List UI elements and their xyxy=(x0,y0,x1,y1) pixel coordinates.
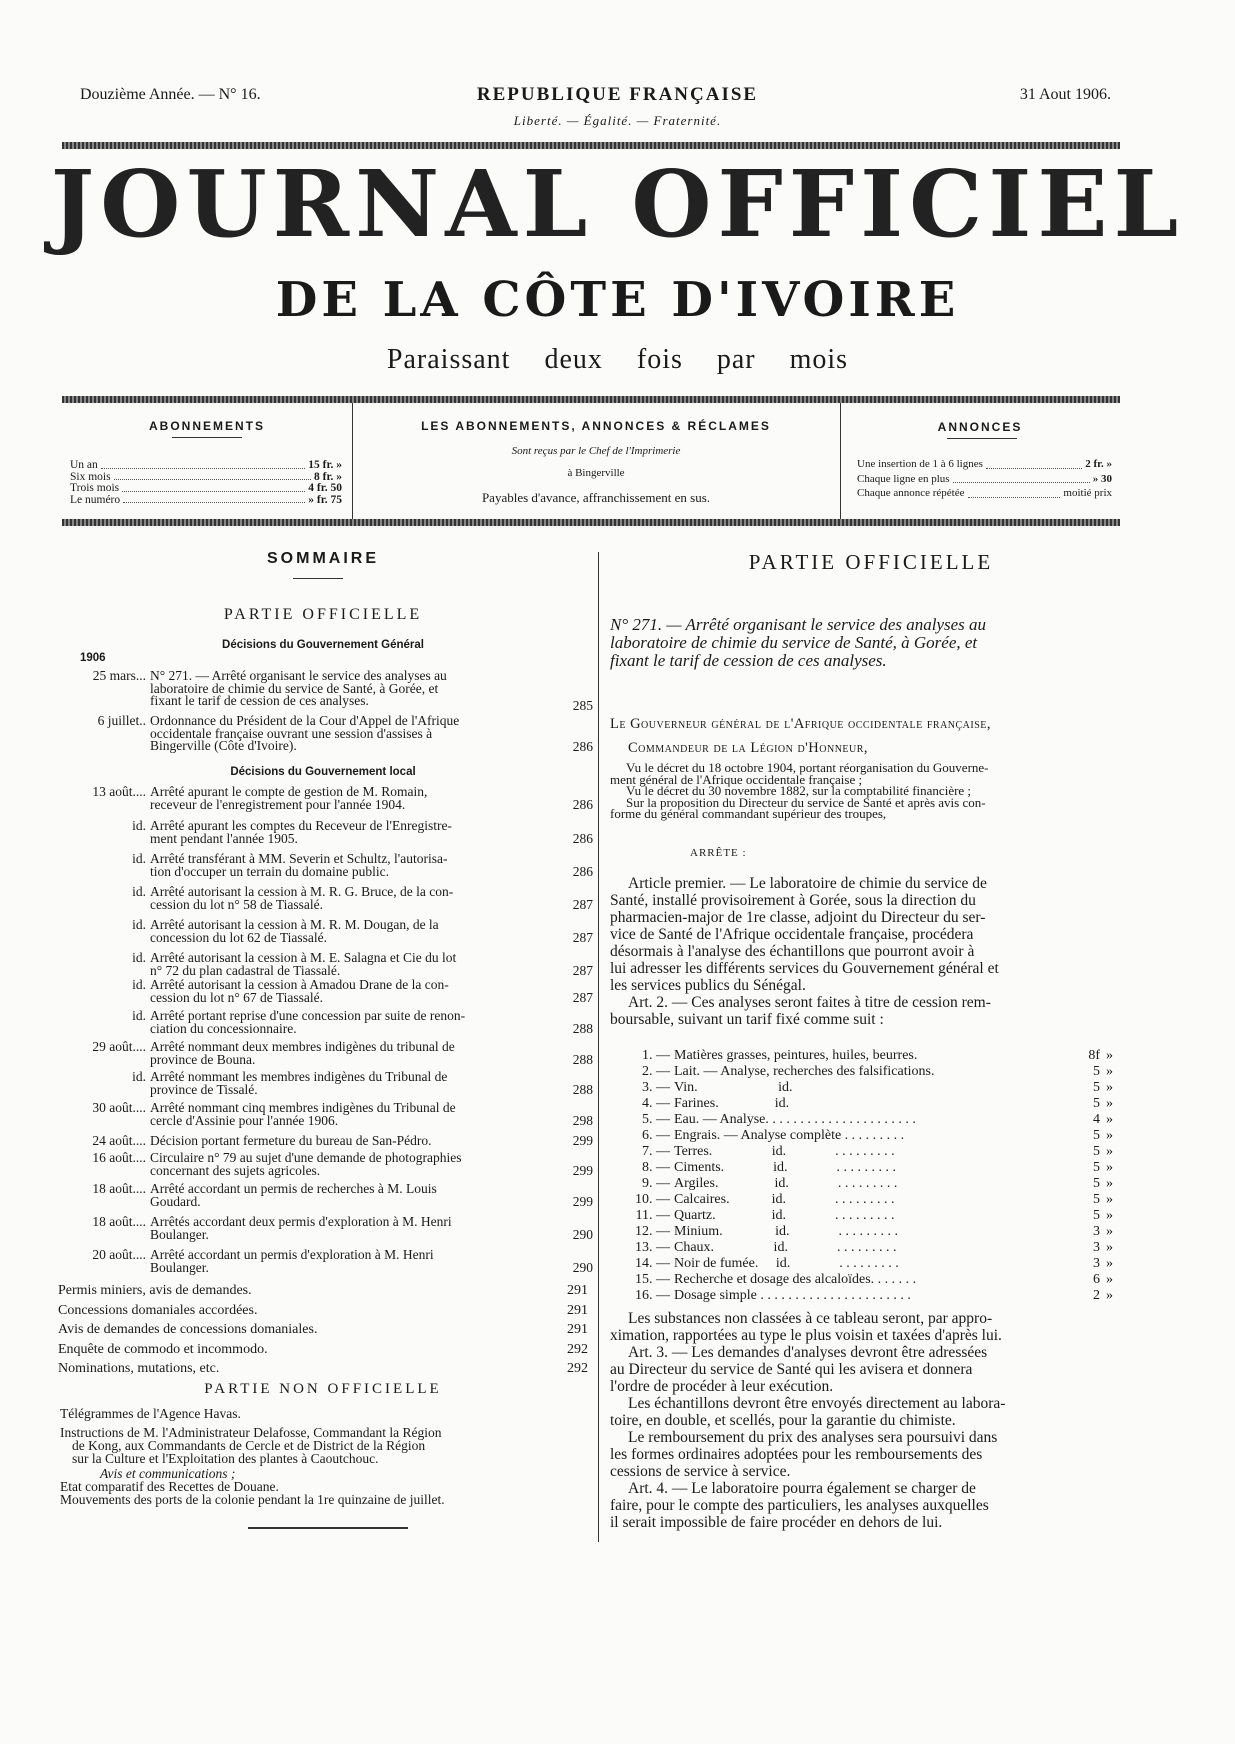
toc-text: Arrêté autorisant la cession à Amadou Drane de la con- xyxy=(150,977,449,992)
article-1 xyxy=(610,875,1132,1028)
toc-page: 299 xyxy=(572,1194,593,1209)
toc-text: occidentale française ouvrant une session d'assises à xyxy=(150,725,433,741)
top-border xyxy=(62,142,1120,149)
toc-text: Boulanger. xyxy=(150,1226,209,1242)
toc-text: concession du lot 62 de Tiassalé. xyxy=(150,929,327,945)
tarif-number: 13. — xyxy=(635,1240,670,1255)
toc-text: laboratoire de chimie du service de Santé, à Gorée, et xyxy=(150,680,439,696)
toc-page: 287 xyxy=(572,990,593,1005)
tarif-number: 5. — xyxy=(642,1112,670,1127)
tarif-row xyxy=(620,1272,1120,1288)
vu-clauses xyxy=(610,762,1132,820)
toc-page: 287 xyxy=(572,963,593,978)
toc-text: Arrêté apurant les comptes du Receveur de l'Enregistre- xyxy=(150,818,452,833)
tarif-price: 5 xyxy=(1093,1208,1100,1223)
issue-number: Douzième Année. — N° 16. xyxy=(80,86,261,103)
toc-page: 292 xyxy=(567,1341,588,1357)
tarif-label: Farines. id. xyxy=(674,1096,790,1111)
toc-text: Permis miniers, avis de demandes. xyxy=(58,1283,252,1298)
toc-date: id. xyxy=(132,977,146,992)
tarif-row xyxy=(620,1128,1120,1144)
toc-text: province de Bouna. xyxy=(150,1051,256,1067)
tarif-number: 15. — xyxy=(635,1272,670,1287)
tarif-number: 12. — xyxy=(635,1224,670,1239)
article-line: les services publics du Sénégal. xyxy=(610,977,806,994)
toc-page: 291 xyxy=(567,1302,588,1318)
tarif-label: Lait. — Analyse, recherches des falsifications. xyxy=(674,1064,935,1079)
toc-date: id. xyxy=(132,851,146,866)
tarif-label: Eau. — Analyse. . . . . . . . . . . . . . . . . . . . . . xyxy=(674,1112,916,1127)
toc-date: id. xyxy=(132,917,146,932)
toc-text: Arrêté nommant deux membres indigènes du tribunal de xyxy=(150,1039,455,1054)
article-line: ximation, rapportées au type le plus voisin et taxées d'après lui. xyxy=(610,1327,1002,1344)
tarif-price: 3 xyxy=(1093,1240,1100,1255)
toc-text: Arrêté autorisant la cession à M. R. M. Dougan, de la xyxy=(150,917,439,932)
sommaire-part-non-officielle: PARTIE NON OFFICIELLE xyxy=(204,1381,442,1397)
tarif-row xyxy=(620,1144,1120,1160)
rate-label: Un an xyxy=(70,459,98,471)
tarif-label: Dosage simple . . . . . . . . . . . . . . . . . . . . . . xyxy=(674,1288,911,1303)
article-line: Art. 4. — Le laboratoire pourra également se charger de xyxy=(628,1480,976,1497)
tarif-row xyxy=(620,1176,1120,1192)
decree-title-line: laboratoire de chimie du service de Santé, à Gorée, et xyxy=(610,633,978,652)
announcement-rates xyxy=(857,457,1112,501)
toc-misc xyxy=(58,1281,588,1379)
center-box-line: Sont reçus par le Chef de l'Imprimerie xyxy=(511,445,681,457)
toc-date: 24 août.... xyxy=(92,1133,146,1148)
toc-text: Avis de demandes de concessions domaniales. xyxy=(58,1322,318,1337)
toc-text: Arrêté nommant cinq membres indigènes du Tribunal de xyxy=(150,1100,456,1115)
journal-subtitle: DE LA CÔTE D'IVOIRE xyxy=(275,272,960,328)
toc-text: cession du lot n° 58 de Tiassalé. xyxy=(150,896,324,912)
tarif-unit: » xyxy=(1106,1064,1113,1079)
toc-text: Arrêté transférant à MM. Severin et Schultz, l'autorisa- xyxy=(150,851,448,866)
tarif-price: 5 xyxy=(1093,1096,1100,1111)
tarif-unit: » xyxy=(1106,1048,1113,1063)
sommaire-heading: SOMMAIRE xyxy=(267,550,379,567)
section-gouvernement-local: Décisions du Gouvernement local xyxy=(230,766,416,778)
toc-text: province de Tissalé. xyxy=(150,1081,258,1097)
center-box-line: Payables d'avance, affranchissement en sus. xyxy=(481,490,711,505)
tarif-price: 5 xyxy=(1093,1080,1100,1095)
tarif-price: 5 xyxy=(1093,1160,1100,1175)
article-line: vice de Santé de l'Afrique occidentale française, procédera xyxy=(610,926,974,943)
article-line: cessions de service à service. xyxy=(610,1463,791,1480)
tarif-unit: » xyxy=(1106,1176,1113,1191)
toc-text: ciation du concessionnaire. xyxy=(150,1020,297,1036)
toc-text: Nominations, mutations, etc. xyxy=(58,1361,220,1376)
tarif-row xyxy=(620,1288,1120,1304)
toc-text: N° 271. — Arrêté organisant le service des analyses au xyxy=(150,668,447,683)
tarif-row xyxy=(620,1112,1120,1128)
announce-price: » 30 xyxy=(1092,472,1112,485)
article-line: Les échantillons devront être envoyés directement au labora- xyxy=(628,1395,1006,1412)
header-box-bottom-border xyxy=(62,519,1120,526)
toc-text: Arrêté apurant le compte de gestion de M. Romain, xyxy=(150,784,428,799)
toc-date: id. xyxy=(132,884,146,899)
toc-text: n° 72 du plan cadastral de Tiassalé. xyxy=(150,962,341,978)
toc-page: 286 xyxy=(572,864,593,879)
tarif-unit: » xyxy=(1106,1096,1113,1111)
tarif-price: 6 xyxy=(1093,1272,1100,1287)
toc-text: sur la Culture et l'Exploitation des plantes à Caoutchouc. xyxy=(72,1451,379,1466)
toc-entry[interactable] xyxy=(58,1301,588,1321)
announce-label: Une insertion de 1 à 6 lignes xyxy=(857,458,983,470)
toc-text: Arrêté accordant un permis d'exploration à M. Henri xyxy=(150,1247,434,1262)
article-line: il serait impossible de faire procéder en dehors de lui. xyxy=(610,1514,943,1531)
tarif-label: Terres. id. . . . . . . . . . xyxy=(674,1144,895,1159)
toc-date: id. xyxy=(132,1008,146,1023)
toc-text: Concessions domaniales accordées. xyxy=(58,1302,258,1318)
article-line: Art. 3. — Les demandes d'analyses devront être adressées xyxy=(628,1344,988,1361)
tarif-unit: » xyxy=(1106,1256,1113,1271)
toc-page: 299 xyxy=(572,1133,593,1148)
tarif-unit: » xyxy=(1106,1224,1113,1239)
tarif-price: 8f xyxy=(1088,1048,1100,1063)
toc-page: 285 xyxy=(572,698,593,713)
tarif-price: 3 xyxy=(1093,1256,1100,1271)
toc-text: Décision portant fermeture du bureau de San-Pédro. xyxy=(150,1133,432,1148)
toc-non-officielle xyxy=(60,1407,590,1506)
tarif-number: 7. — xyxy=(642,1144,670,1159)
governor-title: Le Gouverneur général de l'Afrique occidentale française, xyxy=(610,716,992,732)
toc-text: Arrêtés accordant deux permis d'exploration à M. Henri xyxy=(150,1214,452,1229)
toc-text: de Kong, aux Commandants de Cercle et de District de la Région xyxy=(72,1438,426,1453)
tarif-number: 3. — xyxy=(642,1080,670,1095)
tarif-number: 2. — xyxy=(642,1064,670,1079)
tarif-label: Vin. id. xyxy=(674,1080,793,1095)
republic-heading: REPUBLIQUE FRANÇAISE xyxy=(476,84,759,105)
section-gouvernement-general: Décisions du Gouvernement Général xyxy=(222,639,424,651)
vu-line: Vu le décret du 30 novembre 1882, sur la comptabilité financière ; xyxy=(626,783,972,798)
tarif-unit: » xyxy=(1106,1288,1113,1303)
journal-title: JOURNAL OFFICIEL xyxy=(50,150,1185,258)
toc-text: Bingerville (Côte d'Ivoire). xyxy=(150,738,297,753)
year-label: 1906 xyxy=(80,652,106,664)
toc-entry[interactable] xyxy=(58,1281,588,1301)
tarif-row xyxy=(620,1048,1120,1064)
tarif-label: Calcaires. id. . . . . . . . . . xyxy=(674,1192,895,1207)
article-line: au Directeur du service de Santé qui les avisera et donnera xyxy=(610,1361,973,1378)
tarif-row xyxy=(620,1192,1120,1208)
toc-text: Goudard. xyxy=(150,1193,201,1209)
subscriptions-heading: ABONNEMENTS xyxy=(148,419,265,433)
toc-text[interactable]: Télégrammes de l'Agence Havas. xyxy=(60,1406,241,1421)
toc-text: Ordonnance du Président de la Cour d'Appel de l'Afrique xyxy=(150,713,460,728)
tarif-label: Chaux. id. . . . . . . . . . xyxy=(674,1240,897,1255)
center-box-heading: LES ABONNEMENTS, ANNONCES & RÉCLAMES xyxy=(421,419,771,433)
toc-date: 30 août.... xyxy=(92,1100,146,1115)
toc-date: 6 juillet.. xyxy=(97,713,146,728)
tarif-label: Argiles. id. . . . . . . . . . xyxy=(674,1176,898,1191)
toc-page: 286 xyxy=(572,739,593,754)
toc-date: 13 août.... xyxy=(92,784,146,799)
tarif-unit: » xyxy=(1106,1208,1113,1223)
rate-price: 15 fr. » xyxy=(308,459,342,471)
announce-price: moitié prix xyxy=(1063,487,1112,499)
tarif-number: 4. — xyxy=(642,1096,670,1111)
toc-page: 291 xyxy=(567,1283,588,1298)
toc-text: cercle d'Assinie pour l'année 1906. xyxy=(150,1112,339,1128)
toc-text[interactable]: Instructions de M. l'Administrateur Delafosse, Commandant la Région xyxy=(60,1425,442,1440)
tarif-unit: » xyxy=(1106,1272,1113,1287)
announcements-heading: ANNONCES xyxy=(937,420,1023,434)
toc-text: Arrêté autorisant la cession à M. E. Salagna et Cie du lot xyxy=(150,950,457,965)
toc-page: 290 xyxy=(572,1260,593,1275)
tarif-label: Engrais. — Analyse complète . . . . . . . . . xyxy=(674,1128,905,1143)
toc-page: 298 xyxy=(572,1113,593,1128)
tarif-number: 9. — xyxy=(642,1176,670,1191)
article-line: Art. 2. — Ces analyses seront faites à titre de cession rem- xyxy=(628,994,991,1011)
toc-text: Boulanger. xyxy=(150,1259,209,1275)
toc-date: 16 août.... xyxy=(92,1150,146,1165)
decree-title-line: fixant le tarif de cession de ces analyses. xyxy=(610,651,887,670)
tarif-price: 5 xyxy=(1093,1144,1100,1159)
tarif-label: Ciments. id. . . . . . . . . . xyxy=(674,1160,897,1175)
toc-text[interactable]: Mouvements des ports de la colonie pendant la 1re quinzaine de juillet. xyxy=(60,1492,445,1507)
subscription-rates xyxy=(70,460,342,506)
tarif-row xyxy=(620,1080,1120,1096)
toc-text: Circulaire n° 79 au sujet d'une demande de photographies xyxy=(150,1150,462,1165)
tarif-price: 5 xyxy=(1093,1128,1100,1143)
toc-page: 299 xyxy=(572,1163,593,1178)
tarif-unit: » xyxy=(1106,1128,1113,1143)
article-line: toire, en double, et scellés, pour la garantie du chimiste. xyxy=(610,1412,956,1429)
tarif-number: 10. — xyxy=(635,1192,670,1207)
toc-text: concernant des sujets agricoles. xyxy=(150,1162,321,1178)
tarif-number: 6. — xyxy=(642,1128,670,1143)
toc-date: 29 août.... xyxy=(92,1039,146,1054)
tarif-row xyxy=(620,1160,1120,1176)
tarif-label: Quartz. id. . . . . . . . . . xyxy=(674,1208,895,1223)
tarif-row xyxy=(620,1064,1120,1080)
tarif-row xyxy=(620,1240,1120,1256)
toc-text: fixant le tarif de cession de ces analyses. xyxy=(150,693,369,708)
toc-entry[interactable] xyxy=(58,1340,588,1360)
tarif-number: 1. — xyxy=(642,1048,670,1063)
vu-line: ment général de l'Afrique occidentale française ; xyxy=(610,771,863,787)
tarif-number: 16. — xyxy=(635,1288,670,1303)
toc-entry[interactable] xyxy=(58,1320,588,1340)
tarif-unit: » xyxy=(1106,1240,1113,1255)
toc-page: 290 xyxy=(572,1227,593,1242)
subscription-box xyxy=(62,403,1120,519)
toc-date: 20 août.... xyxy=(92,1247,146,1262)
tarif-unit: » xyxy=(1106,1192,1113,1207)
tarif-number: 14. — xyxy=(635,1256,670,1271)
decree-title-line: N° 271. — Arrêté organisant le service des analyses au xyxy=(610,615,987,634)
center-box-line: à Bingerville xyxy=(567,467,625,479)
journal-frequency: Paraissant deux fois par mois xyxy=(386,344,849,375)
motto: Liberté. — Égalité. — Fraternité. xyxy=(513,113,722,128)
article-line: boursable, suivant un tarif fixé comme suit : xyxy=(610,1011,884,1028)
tarif-row xyxy=(620,1096,1120,1112)
tarif-row xyxy=(620,1224,1120,1240)
toc-page: 288 xyxy=(572,1082,593,1097)
rate-label: Le numéro xyxy=(70,493,121,506)
tarif-row xyxy=(620,1208,1120,1224)
toc-text: tion d'occuper un terrain du domaine public. xyxy=(150,863,389,879)
official-heading: PARTIE OFFICIELLE xyxy=(748,550,994,574)
tarif-price: 3 xyxy=(1093,1224,1100,1239)
article-line: les formes ordinaires adoptées pour les remboursements des xyxy=(610,1446,983,1463)
article-line: Santé, installé provisoirement à Gorée, sous la direction du xyxy=(610,892,976,909)
arrete-label: ARRÊTE : xyxy=(690,847,747,859)
article-line: l'ordre de procéder à leur exécution. xyxy=(610,1378,834,1395)
tarif-label: Noir de fumée. id. . . . . . . . . . xyxy=(674,1256,899,1271)
toc-page: 288 xyxy=(572,1021,593,1036)
article-line: faire, pour le compte des particuliers, les analyses auxquelles xyxy=(610,1497,989,1514)
announce-label: Chaque ligne en plus xyxy=(857,472,950,485)
toc-text: Avis et communications ; xyxy=(100,1466,236,1481)
vu-line: Sur la proposition du Directeur du service de Santé et après avis con- xyxy=(626,794,986,810)
tarif-label: Recherche et dosage des alcaloïdes. . . . . . . xyxy=(674,1272,917,1287)
toc-text: Enquête de commodo et incommodo. xyxy=(58,1341,268,1357)
tarif-number: 8. — xyxy=(642,1160,670,1175)
toc-date: id. xyxy=(132,818,146,833)
tarif-label: Minium. id. . . . . . . . . . xyxy=(674,1224,899,1239)
toc-text: Arrêté portant reprise d'une concession par suite de renon- xyxy=(150,1008,466,1023)
toc-page: 286 xyxy=(572,831,593,846)
toc-page: 287 xyxy=(572,930,593,945)
tarif-unit: » xyxy=(1106,1080,1113,1095)
toc-page: 287 xyxy=(572,897,593,912)
toc-text: receveur de l'enregistrement pour l'année 1904. xyxy=(150,796,406,812)
article-line: pharmacien-major de 1re classe, adjoint du Directeur du ser- xyxy=(610,909,986,926)
decree-title xyxy=(610,616,1132,670)
tarif-row xyxy=(620,1256,1120,1272)
rate-label: Six mois xyxy=(70,470,111,483)
sommaire-part-officielle: PARTIE OFFICIELLE xyxy=(223,606,423,623)
vu-line: forme du général commandant supérieur des troupes, xyxy=(610,806,887,821)
closing-articles xyxy=(610,1310,1132,1531)
article-line: Le remboursement du prix des analyses sera poursuivi dans xyxy=(628,1429,998,1446)
article-line: lui adresser les différents services du Gouvernement général et xyxy=(610,960,999,977)
toc-date: 18 août.... xyxy=(92,1181,146,1196)
header-box-top-border xyxy=(62,396,1120,403)
announce-price: 2 fr. » xyxy=(1085,458,1112,470)
rate-price: 4 fr. 50 xyxy=(308,482,342,494)
governor-title: Commandeur de la Légion d'Honneur, xyxy=(628,740,869,756)
toc-page: 292 xyxy=(567,1361,588,1376)
tarif-number: 11. — xyxy=(635,1208,670,1223)
tarif-unit: » xyxy=(1106,1160,1113,1175)
tarif-price: 5 xyxy=(1093,1064,1100,1079)
rate-label: Trois mois xyxy=(70,482,120,494)
tarif-unit: » xyxy=(1106,1144,1113,1159)
tarif-label: Matières grasses, peintures, huiles, beurres. xyxy=(674,1048,918,1063)
toc-page: 286 xyxy=(572,797,593,812)
end-rule xyxy=(248,1527,408,1529)
toc-text: Arrêté accordant un permis de recherches à M. Louis xyxy=(150,1181,437,1196)
heading-rule xyxy=(947,438,1017,439)
toc-date: 25 mars... xyxy=(92,668,146,683)
toc-page: 288 xyxy=(572,1052,593,1067)
tarif-price: 5 xyxy=(1093,1192,1100,1207)
tarif-unit: » xyxy=(1106,1112,1113,1127)
column-divider xyxy=(598,552,599,1542)
toc-date: id. xyxy=(132,950,146,965)
heading-rule xyxy=(172,437,242,438)
issue-date: 31 Aout 1906. xyxy=(1019,86,1111,103)
toc-text: ment pendant l'année 1905. xyxy=(150,830,298,846)
toc-text[interactable]: Etat comparatif des Recettes de Douane. xyxy=(60,1479,279,1494)
tarif-price: 4 xyxy=(1093,1112,1100,1127)
article-line: Article premier. — Le laboratoire de chimie du service de xyxy=(628,875,987,892)
tarif-price: 5 xyxy=(1093,1176,1100,1191)
article-line: désormais à l'analyse des échantillons que pourront avoir à xyxy=(610,943,975,960)
rate-price: 8 fr. » xyxy=(313,470,342,483)
toc-entry[interactable] xyxy=(58,1359,588,1379)
heading-rule xyxy=(293,578,343,579)
vu-line: Vu le décret du 18 octobre 1904, portant réorganisation du Gouverne- xyxy=(626,760,989,775)
toc-date: id. xyxy=(132,1069,146,1084)
toc-text: Arrêté autorisant la cession à M. R. G. Bruce, de la con- xyxy=(150,884,454,899)
toc-page: 291 xyxy=(567,1322,588,1337)
tarif-price: 2 xyxy=(1093,1288,1100,1303)
toc-text: cession du lot n° 67 de Tiassalé. xyxy=(150,989,324,1005)
article-line: Les substances non classées à ce tableau seront, par appro- xyxy=(628,1310,993,1327)
rate-price: » fr. 75 xyxy=(308,493,342,506)
announce-label: Chaque annonce répétée xyxy=(857,487,965,499)
toc-text: Arrêté nommant les membres indigènes du Tribunal de xyxy=(150,1069,448,1084)
toc-date: 18 août.... xyxy=(92,1214,146,1229)
